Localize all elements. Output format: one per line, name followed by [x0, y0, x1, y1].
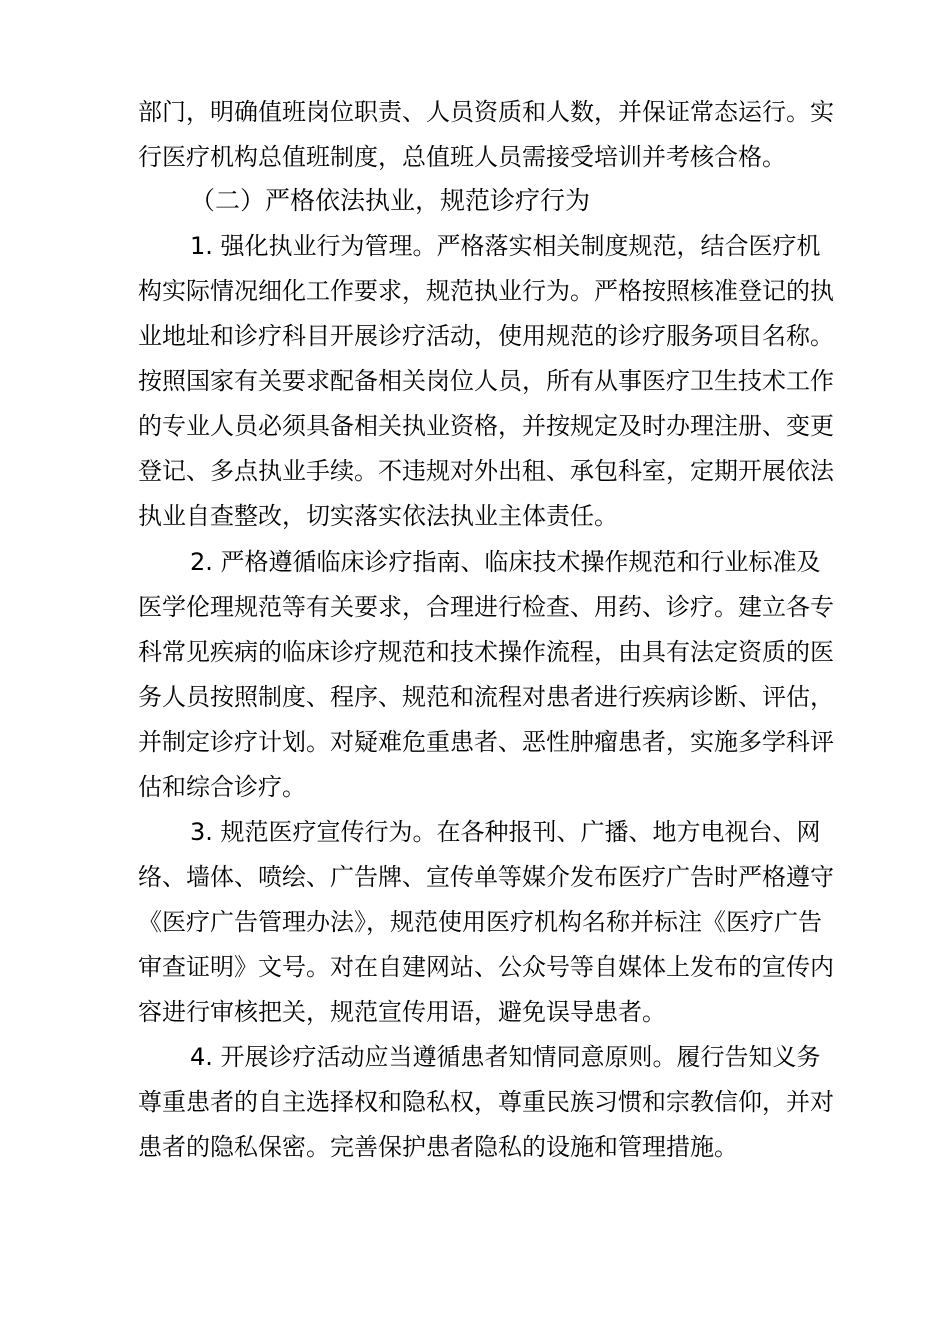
paragraph-line: 医学伦理规范等有关要求，合理进行检查、用药、诊疗。建立各专: [138, 593, 834, 621]
paragraph-line: 部门，明确值班岗位职责、人员资质和人数，并保证常态运行。实: [138, 98, 834, 126]
paragraph-line: 络、墙体、喷绘、广告牌、宣传单等媒介发布医疗广告时严格遵守: [138, 863, 834, 891]
paragraph-line: 2. 严格遵循临床诊疗指南、临床技术操作规范和行业标准及: [190, 548, 821, 576]
paragraph-line: 估和综合诊疗。: [138, 773, 306, 801]
paragraph-line: 执业自查整改，切实落实依法执业主体责任。: [138, 502, 618, 530]
paragraph-line: 并制定诊疗计划。对疑难危重患者、恶性肿瘤患者，实施多学科评: [138, 728, 834, 756]
section-heading: （二）严格依法执业，规范诊疗行为: [190, 186, 591, 215]
paragraph-line: 1. 强化执业行为管理。严格落实相关制度规范，结合医疗机: [190, 232, 821, 260]
paragraph-line: 《医疗广告管理办法》，规范使用医疗机构名称并标注《医疗广告: [138, 908, 822, 936]
paragraph-line: 患者的隐私保密。完善保护患者隐私的设施和管理措施。: [138, 1133, 738, 1161]
paragraph-line: 按照国家有关要求配备相关岗位人员，所有从事医疗卫生技术工作: [138, 367, 834, 395]
paragraph-line: 业地址和诊疗科目开展诊疗活动，使用规范的诊疗服务项目名称。: [138, 322, 834, 350]
paragraph-line: 登记、多点执业手续。不违规对外出租、承包科室，定期开展依法: [138, 457, 834, 485]
paragraph-line: 3. 规范医疗宣传行为。在各种报刊、广播、地方电视台、网: [190, 818, 821, 846]
paragraph-line: 尊重患者的自主选择权和隐私权，尊重民族习惯和宗教信仰，并对: [138, 1088, 834, 1116]
paragraph-line: 的专业人员必须具备相关执业资格，并按规定及时办理注册、变更: [138, 412, 834, 440]
paragraph-line: 容进行审核把关，规范宣传用语，避免误导患者。: [138, 998, 666, 1026]
paragraph-line: 4. 开展诊疗活动应当遵循患者知情同意原则。履行告知义务: [190, 1043, 821, 1071]
paragraph-line: 务人员按照制度、程序、规范和流程对患者进行疾病诊断、评估，: [138, 683, 834, 711]
paragraph-line: 审查证明》文号。对在自建网站、公众号等自媒体上发布的宣传内: [138, 953, 834, 981]
paragraph-line: 行医疗机构总值班制度，总值班人员需接受培训并考核合格。: [138, 143, 786, 171]
paragraph-line: 构实际情况细化工作要求，规范执业行为。严格按照核准登记的执: [138, 277, 834, 305]
paragraph-line: 科常见疾病的临床诊疗规范和技术操作流程，由具有法定资质的医: [138, 638, 834, 666]
